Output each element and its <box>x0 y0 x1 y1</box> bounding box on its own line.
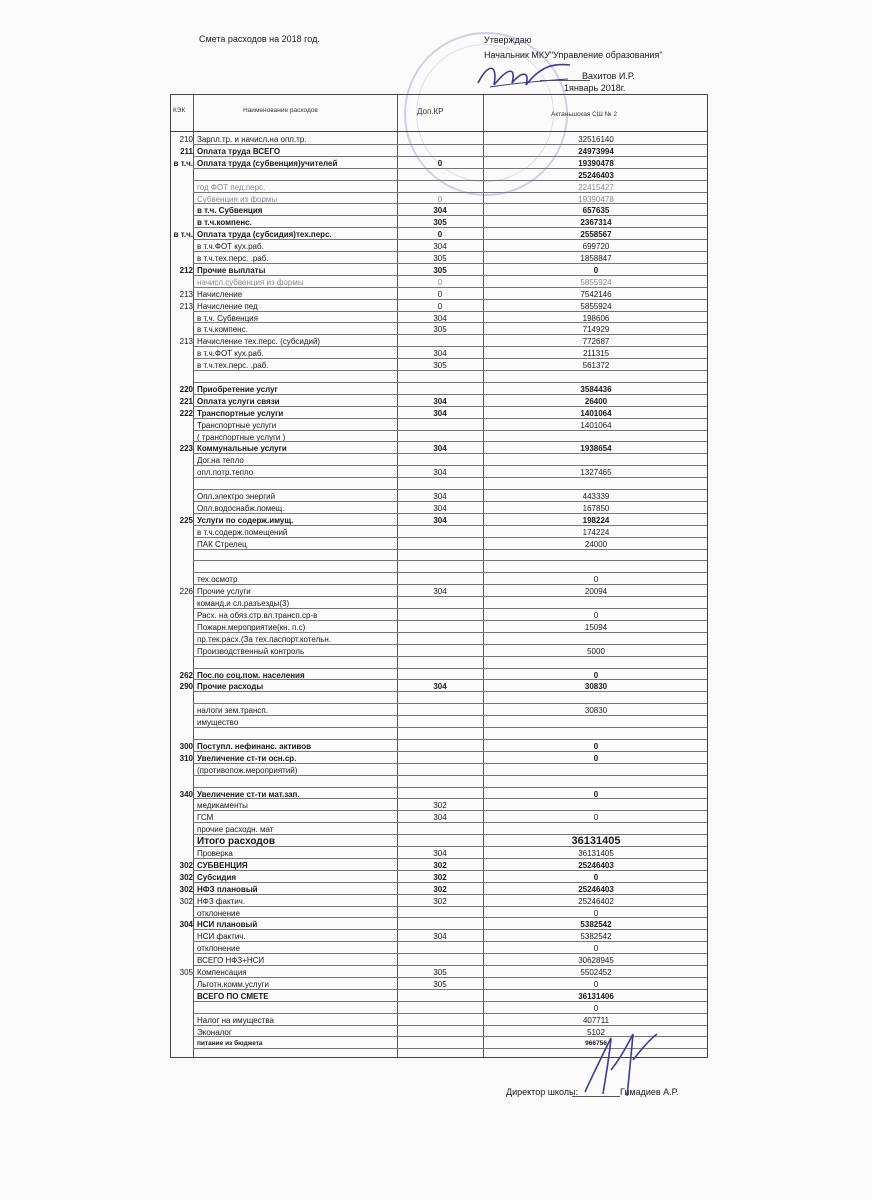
row-name: в т.ч.компенс. <box>197 218 252 228</box>
row-value: 36131405 <box>571 835 621 848</box>
row-divider <box>193 275 707 276</box>
row-dop: 304 <box>433 408 447 418</box>
row-value: 699720 <box>582 242 610 252</box>
row-name: ГСМ <box>197 813 214 823</box>
row-divider <box>193 215 707 216</box>
row-divider <box>193 608 707 609</box>
row-name: Начисление <box>197 289 243 299</box>
row-divider <box>193 156 707 157</box>
row-divider <box>193 929 707 930</box>
approve-label: Утверждаю <box>484 35 532 45</box>
row-divider <box>193 418 707 419</box>
row-dop: 304 <box>433 396 447 406</box>
row-divider <box>193 572 707 573</box>
row-name: в т.ч.компенс. <box>197 325 248 335</box>
row-divider <box>193 394 707 395</box>
row-kek: 304 <box>179 920 193 930</box>
row-name: СУБВЕНЦИЯ <box>197 860 248 870</box>
row-dop: 305 <box>433 265 447 275</box>
document-title: Смета расходов на 2018 год. <box>199 34 320 44</box>
row-kek: 300 <box>179 741 193 751</box>
row-value: 5855924 <box>580 277 612 287</box>
row-value: 25246403 <box>578 170 614 180</box>
row-divider <box>193 644 707 645</box>
row-name: Компенсация <box>197 968 247 977</box>
row-name: НСИ фактич. <box>197 932 246 942</box>
row-value: 15094 <box>584 622 608 632</box>
row-name: ВСЕГО ПО СМЕТЕ <box>197 991 269 1001</box>
row-dop: 304 <box>433 349 447 359</box>
row-dop: 304 <box>433 242 447 252</box>
row-divider <box>193 798 707 799</box>
row-name: команд.и сл.разъезды(3) <box>197 599 290 609</box>
row-value: 30830 <box>584 682 608 692</box>
row-kek: 210 <box>179 135 193 144</box>
row-kek: 302 <box>179 896 193 906</box>
row-value: 25246402 <box>578 896 614 906</box>
row-divider <box>193 596 707 597</box>
row-value: 1327465 <box>580 468 612 478</box>
row-kek: 213 <box>179 289 193 299</box>
row-value: 167850 <box>582 503 610 513</box>
row-value: 174224 <box>582 527 610 537</box>
row-value: 25246403 <box>578 860 614 870</box>
row-value: 24000 <box>584 539 608 549</box>
row-kek: 310 <box>179 753 193 763</box>
row-divider <box>193 203 707 204</box>
row-name: отклонение <box>197 908 240 918</box>
row-name: в т.ч.тех.перс. .раб. <box>197 254 269 263</box>
row-value: 2367314 <box>580 218 612 228</box>
row-divider <box>193 584 707 585</box>
row-value: 19390478 <box>578 158 614 168</box>
row-value: 561372 <box>582 361 610 371</box>
row-value: 0 <box>593 575 599 585</box>
row-divider <box>193 679 707 680</box>
row-divider <box>193 501 707 502</box>
row-divider <box>193 846 707 847</box>
row-value: 1938654 <box>580 444 612 454</box>
row-divider <box>193 537 707 538</box>
row-value: 0 <box>593 1003 599 1013</box>
row-divider <box>193 739 707 740</box>
row-value: 5502452 <box>580 968 612 977</box>
row-dop: 304 <box>433 503 447 513</box>
row-value: 211315 <box>582 349 610 359</box>
row-value: 198224 <box>582 515 610 525</box>
row-name: питание из бюджета <box>197 1040 263 1048</box>
row-kek: 223 <box>179 444 193 454</box>
row-dop: 304 <box>433 682 447 692</box>
row-dop: 304 <box>433 206 447 216</box>
row-kek: в т.ч. <box>173 158 193 168</box>
row-divider <box>193 334 707 335</box>
row-name: Коммунальные услуги <box>197 444 287 454</box>
row-name: Транспортные услуги <box>197 420 277 430</box>
row-value: 0 <box>593 813 599 823</box>
row-name: НФЗ плановый <box>197 884 258 894</box>
row-divider <box>193 430 707 431</box>
row-divider <box>193 715 707 716</box>
row-value: 0 <box>593 741 599 751</box>
row-name: в т.ч.содерж.помещений <box>197 527 288 537</box>
col-header-kek: КЭК <box>173 107 186 114</box>
row-divider <box>193 453 707 454</box>
row-divider <box>193 810 707 811</box>
row-value: 25246403 <box>578 884 614 894</box>
row-name: Пос.по соц.пом. населения <box>197 670 305 680</box>
row-kek: 222 <box>179 408 193 418</box>
row-divider <box>193 192 707 193</box>
row-divider <box>193 953 707 954</box>
row-name: Опл.электро энергий <box>197 492 276 501</box>
row-name: Налог на имущества <box>197 1015 274 1025</box>
row-dop: 304 <box>433 932 447 942</box>
row-name: Прочие услуги <box>197 587 251 597</box>
row-name: в т.ч.ФОТ кух.раб. <box>197 242 264 252</box>
row-divider <box>193 441 707 442</box>
row-divider <box>193 477 707 478</box>
row-dop: 304 <box>433 444 447 454</box>
row-dop: 305 <box>433 254 447 263</box>
row-dop: 305 <box>433 979 447 989</box>
row-divider <box>193 775 707 776</box>
row-divider <box>193 489 707 490</box>
row-name: Приобретение услуг <box>197 384 278 394</box>
row-divider <box>193 882 707 883</box>
row-value: 714929 <box>582 325 610 335</box>
row-name: Субсидия <box>197 872 237 882</box>
row-divider <box>193 870 707 871</box>
col-header-school: Актаньшская СШ № 2 <box>551 111 617 118</box>
row-divider <box>193 358 707 359</box>
row-divider <box>193 941 707 942</box>
row-kek: 213 <box>179 337 193 347</box>
row-name: Проверка <box>197 849 233 858</box>
row-name: Транспортные услуги <box>197 408 284 418</box>
row-value: 198606 <box>582 313 610 323</box>
row-name: Увеличение ст-ти осн.ср. <box>197 753 297 763</box>
row-kek: 290 <box>179 682 193 692</box>
row-divider <box>193 894 707 895</box>
row-kek: в т.ч. <box>173 230 193 240</box>
row-value: 1858847 <box>580 254 612 263</box>
row-value: 24973994 <box>578 146 614 156</box>
row-divider <box>193 382 707 383</box>
row-name: Прочие выплаты <box>197 265 266 275</box>
row-dop: 304 <box>433 492 447 501</box>
row-divider <box>193 227 707 228</box>
director-name: Гимадиев А.Р. <box>620 1087 679 1097</box>
row-divider <box>193 965 707 966</box>
row-kek: 302 <box>179 884 193 894</box>
row-value: 5382542 <box>580 920 612 930</box>
row-name: медикаменты <box>197 801 248 811</box>
row-name: Дог.на тепло <box>197 456 244 466</box>
row-name: Увеличение ст-ти мат.зап. <box>197 789 300 799</box>
row-value: 19390478 <box>578 194 614 204</box>
row-name: в т.ч. Субвенция <box>197 313 258 323</box>
row-divider <box>193 656 707 657</box>
row-value: 966756 <box>585 1040 607 1048</box>
row-name: Оплата услуги связи <box>197 396 280 406</box>
expense-table <box>170 94 708 1058</box>
col-header-name: Наименование расходов <box>243 107 318 114</box>
row-value: 443339 <box>582 492 610 501</box>
row-divider <box>193 906 707 907</box>
row-kek: 226 <box>179 587 193 597</box>
row-name: налоги зем.трансп. <box>197 706 268 716</box>
row-dop: 305 <box>433 218 447 228</box>
row-value: 20094 <box>584 587 608 597</box>
row-divider <box>193 822 707 823</box>
row-value: 32516140 <box>578 135 614 144</box>
row-divider <box>193 299 707 300</box>
row-dop: 304 <box>433 515 447 525</box>
row-value: 22415427 <box>578 182 614 192</box>
row-name: отклонение <box>197 944 240 954</box>
row-value: 5382542 <box>580 932 612 942</box>
row-name: Пожарн.мероприятие(кн. п.с) <box>197 622 306 632</box>
row-name: ПАК Стрелец <box>197 539 247 549</box>
row-divider <box>193 239 707 240</box>
row-kek: 302 <box>179 872 193 882</box>
row-name: Опл.водоснабж.помещ. <box>197 503 285 513</box>
row-value: 5102 <box>587 1027 605 1037</box>
row-value: 0 <box>593 944 599 954</box>
row-divider <box>193 287 707 288</box>
row-value: 0 <box>593 670 599 680</box>
row-dop: 304 <box>433 813 447 823</box>
row-value: 0 <box>593 265 599 275</box>
row-value: 5000 <box>587 646 605 656</box>
row-name: Оплата труда (субвенция)учителей <box>197 158 338 168</box>
row-kek: 262 <box>179 670 193 680</box>
row-dop: 0 <box>437 289 443 299</box>
header-divider <box>171 131 707 132</box>
row-divider <box>193 620 707 621</box>
row-name: Начисление тех.перс. (субсидий) <box>197 337 321 347</box>
director-label: Директор школы: <box>506 1087 578 1097</box>
row-dop: 304 <box>433 313 447 323</box>
row-dop: 302 <box>433 872 447 882</box>
row-value: 36131405 <box>578 849 614 858</box>
row-name: Оплата труда ВСЕГО <box>197 146 281 156</box>
row-divider <box>193 251 707 252</box>
row-divider <box>193 180 707 181</box>
row-divider <box>193 465 707 466</box>
row-kek: 302 <box>179 860 193 870</box>
row-divider <box>193 1001 707 1002</box>
row-divider <box>193 560 707 561</box>
row-value: 2558567 <box>580 230 612 240</box>
row-dop: 304 <box>433 587 447 597</box>
row-value: 36131406 <box>578 991 614 1001</box>
row-name: Эконалог <box>197 1027 232 1037</box>
row-dop: 302 <box>433 801 447 811</box>
row-dop: 304 <box>433 468 447 478</box>
row-value: 30628945 <box>578 956 614 966</box>
row-divider <box>193 977 707 978</box>
row-dop: 302 <box>433 884 447 894</box>
row-divider <box>193 834 707 835</box>
row-value: 0 <box>593 979 599 989</box>
row-value: 1401064 <box>580 420 612 430</box>
row-value: 0 <box>593 611 599 620</box>
row-dop: 0 <box>437 301 443 311</box>
row-kek: 220 <box>179 384 193 394</box>
row-name: (противопож.мероприятий) <box>197 765 298 775</box>
row-divider <box>193 144 707 145</box>
approve-date: 1январь 2018г. <box>564 83 626 93</box>
row-divider <box>193 1025 707 1026</box>
row-divider <box>193 168 707 169</box>
row-divider <box>193 668 707 669</box>
row-divider <box>193 703 707 704</box>
row-dop: 0 <box>437 277 443 287</box>
row-dop: 304 <box>433 849 447 858</box>
row-name: тех.осмотр <box>197 575 238 585</box>
row-divider <box>193 406 707 407</box>
row-divider <box>193 370 707 371</box>
row-dop: 302 <box>433 860 447 870</box>
row-name: в т.ч.тех.перс. .раб. <box>197 361 269 371</box>
row-name: Субвенция из формы <box>197 194 278 204</box>
row-value: 7542146 <box>580 289 612 299</box>
row-value: 26400 <box>584 396 608 406</box>
row-kek: 225 <box>179 515 193 525</box>
row-name: год ФОТ пед.перс. <box>197 182 266 192</box>
row-value: 657635 <box>582 206 610 216</box>
row-kek: 221 <box>179 396 193 406</box>
row-name: Начисление пед <box>197 301 258 311</box>
row-divider <box>193 632 707 633</box>
row-divider <box>193 263 707 264</box>
chief-name: Вахитов И.Р. <box>582 71 635 81</box>
row-name: Зарпл.тр. и начисл.на опл.тр. <box>197 135 307 144</box>
row-divider <box>193 989 707 990</box>
row-divider <box>193 513 707 514</box>
col-header-dop: Доп.КР <box>417 107 444 116</box>
row-divider <box>193 751 707 752</box>
row-dop: 0 <box>437 158 443 168</box>
row-name: Расх. на обяз.стр.вл.трансп.ср-в <box>197 611 318 620</box>
row-dop: 0 <box>437 194 443 204</box>
director-signature <box>575 1030 665 1100</box>
row-divider <box>193 1013 707 1014</box>
row-name: Поступл. нефинанс. активов <box>197 741 312 751</box>
row-name: имущество <box>197 718 239 728</box>
row-divider <box>193 787 707 788</box>
row-dop: 0 <box>437 230 443 240</box>
row-name: Производственный контроль <box>197 646 305 656</box>
row-name: Оплата труда (субсидия)тех.перс. <box>197 230 332 240</box>
row-name: Итого расходов <box>197 836 275 848</box>
row-name: начисл.субвенция из формы <box>197 277 304 287</box>
row-value: 1401064 <box>580 408 612 418</box>
row-kek: 211 <box>180 146 193 156</box>
row-divider <box>193 691 707 692</box>
row-kek: 213 <box>179 301 193 311</box>
row-divider <box>193 346 707 347</box>
row-divider <box>193 858 707 859</box>
row-dop: 305 <box>433 968 447 977</box>
row-value: 3584436 <box>580 384 612 394</box>
approval-signature <box>470 55 580 95</box>
row-name: НФЗ фактич. <box>197 896 246 906</box>
row-value: 0 <box>593 872 599 882</box>
row-dop: 305 <box>433 325 447 335</box>
row-value: 407711 <box>582 1015 610 1025</box>
row-divider <box>193 549 707 550</box>
row-divider <box>193 763 707 764</box>
chief-label: Начальник МКУ"Управление образования" <box>484 50 663 60</box>
row-kek: 212 <box>179 265 193 275</box>
row-name: опл.потр.тепло <box>197 468 254 478</box>
row-dop: 305 <box>433 361 447 371</box>
row-value: 5855924 <box>580 301 612 311</box>
row-dop: 302 <box>433 896 447 906</box>
row-name: НСИ плановый <box>197 920 258 930</box>
row-name: пр.тек.расх.(За тех.паспорт.котельн. <box>197 634 332 644</box>
row-name: Льготн.комм.услуги <box>197 979 269 989</box>
row-value: 0 <box>593 908 599 918</box>
row-name: прочие расходн. мат <box>197 825 274 835</box>
row-name: в т.ч. Субвенция <box>197 206 263 216</box>
row-divider <box>193 322 707 323</box>
row-kek: 305 <box>179 968 193 977</box>
row-value: 772687 <box>582 337 610 347</box>
row-name: ВСЕГО НФЗ+НСИ <box>197 956 265 966</box>
row-name: Прочие расходы <box>197 682 264 692</box>
row-divider <box>193 917 707 918</box>
row-value: 0 <box>593 753 599 763</box>
row-divider <box>193 311 707 312</box>
row-name: в т.ч.ФОТ кух.раб. <box>197 349 264 359</box>
row-kek: 340 <box>179 789 193 799</box>
row-value: 0 <box>593 789 599 799</box>
row-name: ( транспортные услуги ) <box>197 432 286 442</box>
row-divider <box>193 525 707 526</box>
row-value: 30830 <box>584 706 608 716</box>
row-divider <box>193 727 707 728</box>
row-name: Услуги по содерж.имущ. <box>197 515 294 525</box>
